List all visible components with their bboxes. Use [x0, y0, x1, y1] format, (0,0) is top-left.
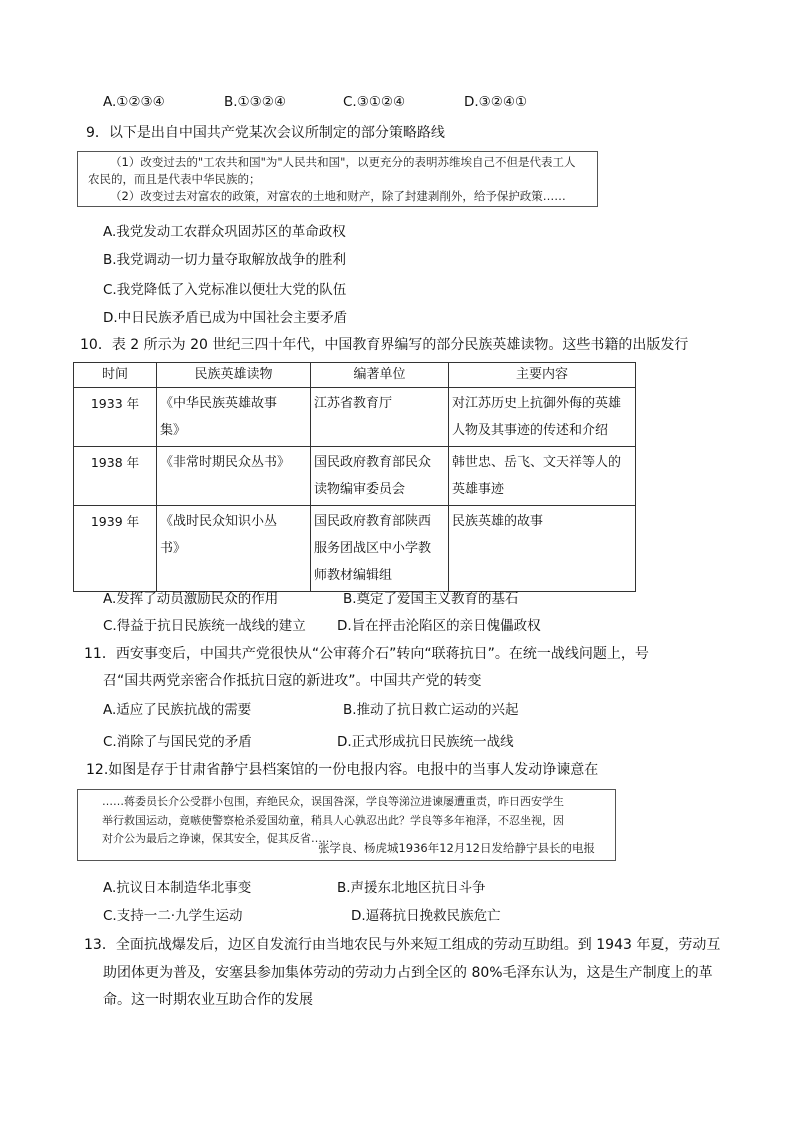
- q12-option-c: C.支持一二·九学生运动: [103, 908, 243, 924]
- q11-stem-line2: 召“国共两党亲密合作抵抗日寇的新进攻”。中国共产党的转变: [103, 673, 482, 689]
- table-cell-unit: [311, 388, 449, 447]
- q9-option-c: C.我党降低了入党标准以便壮大党的队伍: [103, 282, 347, 298]
- table-row: [74, 447, 636, 506]
- cell-line: 服务团战区中小学教: [314, 541, 432, 556]
- cell-line: 江苏省教育厅: [314, 396, 393, 411]
- table-row: [74, 506, 636, 592]
- column-header: 主要内容: [449, 363, 636, 388]
- table-cell-year: 1933 年: [74, 388, 157, 447]
- q12-telegram-signature: 张学良、杨虎城1936年12月12日发给静宁县长的电报: [317, 841, 595, 855]
- q8-option-b: B.①③②④: [224, 94, 286, 110]
- table-cell-content: [449, 447, 636, 506]
- q10-option-b: B.奠定了爱国主义教育的基石: [343, 591, 519, 607]
- cell-line: 对江苏历史上抗御外侮的英雄: [452, 396, 622, 411]
- q12-option-d: D.逼蒋抗日挽救民族危亡: [351, 908, 501, 924]
- cell-line: 英雄事迹: [452, 482, 505, 497]
- q10-option-c: C.得益于抗日民族统一战线的建立: [103, 618, 306, 634]
- q11-option-d: D.正式形成抗日民族统一战线: [337, 734, 514, 750]
- column-header: 民族英雄读物: [157, 363, 311, 388]
- q13-stem-line: 助团体更为普及，安塞县参加集体劳动的劳动力占到全区的 80%毛泽东认为，这是生产制度上的革: [103, 965, 713, 981]
- cell-line: 集》: [160, 423, 187, 438]
- cell-line: 《非常时期民众丛书》: [160, 455, 291, 470]
- q11-option-b: B.推动了抗日救亡运动的兴起: [343, 702, 519, 718]
- q9-stem: 9．以下是出自中国共产党某次会议所制定的部分策略路线: [86, 125, 445, 141]
- table-row: [74, 388, 636, 447]
- table-cell-book: [157, 506, 311, 592]
- q9-option-b: B.我党调动一切力量夺取解放战争的胜利: [103, 252, 347, 268]
- q9-quote-line: （1）改变过去的"工农共和国"为"人民共和国"，以更充分的表明苏维埃自己不但是代表工人: [110, 155, 576, 169]
- cell-line: 民族英雄的故事: [452, 514, 544, 529]
- cell-line: 《战时民众知识小丛: [160, 514, 278, 529]
- q10-stem: 10．表 2 所示为 20 世纪三四十年代，中国教育界编写的部分民族英雄读物。这些书籍的出版发行: [80, 337, 689, 353]
- q10-option-a: A.发挥了动员激励民众的作用: [103, 591, 279, 607]
- q12-stem: 12.如图是存于甘肃省静宁县档案馆的一份电报内容。电报中的当事人发动诤谏意在: [86, 762, 599, 778]
- q13-stem-line: 13．全面抗战爆发后，边区自发流行由当地农民与外来短工组成的劳动互助组。到 1943 年夏，劳动互: [84, 937, 721, 953]
- table-cell-book: [157, 388, 311, 447]
- hero-books-table: [73, 362, 636, 592]
- cell-line: 书》: [160, 541, 187, 556]
- column-header: 编著单位: [311, 363, 449, 388]
- q9-quote-line: （2）改变过去对富农的政策，对富农的土地和财产，除了封建剥削外，给予保护政策……: [110, 189, 566, 203]
- cell-line: 人物及其事迹的传述和介绍: [452, 423, 609, 438]
- cell-line: 国民政府教育部民众: [314, 455, 432, 470]
- table-cell-content: [449, 506, 636, 592]
- q10-option-d: D.旨在抨击沦陷区的亲日傀儡政权: [337, 618, 541, 634]
- cell-line: 师教材编辑组: [314, 568, 393, 583]
- q11-option-a: A.适应了民族抗战的需要: [103, 702, 252, 718]
- q12-quote-line: 对介公为最后之诤谏，保其安全，促其反省……: [102, 832, 333, 845]
- q11-option-c: C.消除了与国民党的矛盾: [103, 734, 252, 750]
- table-cell-unit: [311, 447, 449, 506]
- q13-stem-line: 命。这一时期农业互助合作的发展: [103, 992, 313, 1008]
- q9-option-a: A.我党发动工农群众巩固苏区的革命政权: [103, 224, 346, 240]
- table-cell-year: 1938 年: [74, 447, 157, 506]
- q11-stem-line1: 11．西安事变后，中国共产党很快从“公审蒋介石”转向“联蒋抗日”。在统一战线问题上，号: [84, 646, 649, 662]
- q12-quote-line: 举行救国运动，竟嗾使警察枪杀爱国幼童，稍具人心孰忍出此？学良等多年袍泽，不忍坐视，因: [102, 814, 564, 827]
- q12-option-a: A.抗议日本制造华北事变: [103, 880, 252, 896]
- q12-option-b: B.声援东北地区抗日斗争: [337, 880, 486, 896]
- q9-quote-line: 农民的，而且是代表中华民族的；: [88, 172, 261, 186]
- q12-telegram-box: [77, 789, 616, 861]
- column-header: 时间: [74, 363, 157, 388]
- cell-line: 国民政府教育部陕西: [314, 514, 432, 529]
- cell-line: 韩世忠、岳飞、文天祥等人的: [452, 455, 622, 470]
- table-cell-content: [449, 388, 636, 447]
- table-cell-book: [157, 447, 311, 506]
- cell-line: 读物编审委员会: [314, 482, 406, 497]
- q8-option-a: A.①②③④: [103, 94, 165, 110]
- table-header-row: [74, 363, 636, 388]
- q9-option-d: D.中日民族矛盾已成为中国社会主要矛盾: [103, 310, 348, 326]
- table-cell-year: 1939 年: [74, 506, 157, 592]
- q8-option-d: D.③②④①: [464, 94, 528, 110]
- cell-line: 《中华民族英雄故事: [160, 396, 278, 411]
- q9-quote-box: [77, 151, 598, 207]
- q8-option-c: C.③①②④: [343, 94, 406, 110]
- table-cell-unit: [311, 506, 449, 592]
- q12-quote-line: ……蒋委员长介公受群小包围，弃绝民众，误国咎深，学良等涕泣进谏屡遭重责，昨日西安学生: [102, 795, 564, 808]
